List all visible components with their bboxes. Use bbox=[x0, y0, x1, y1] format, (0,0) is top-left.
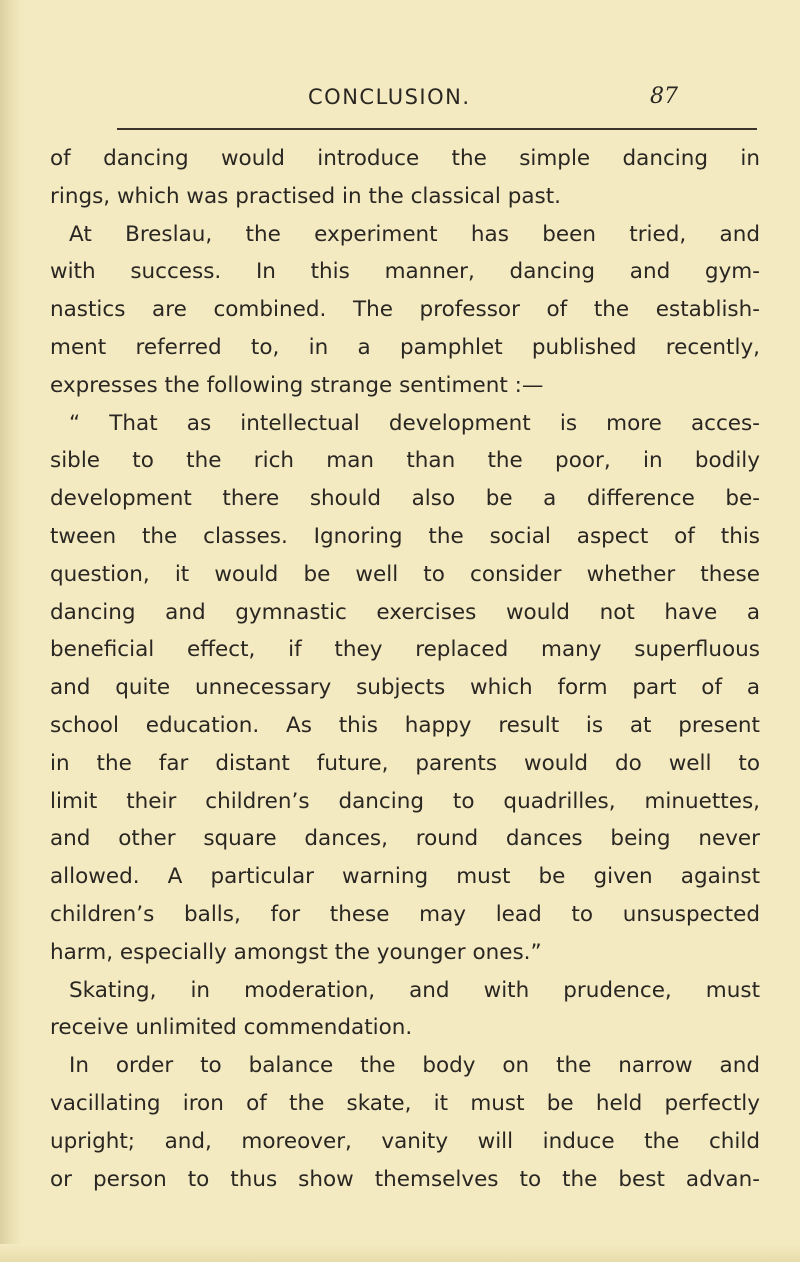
text-line: expresses the following strange sentiment :— bbox=[50, 372, 544, 398]
header-rule bbox=[117, 128, 757, 130]
text-line: allowed. A particular warning must be given against bbox=[50, 864, 760, 890]
text-line: beneficial effect, if they replaced many superfluous bbox=[50, 637, 760, 663]
page-header bbox=[0, 82, 800, 112]
text-line: or person to thus show themselves to the best advan- bbox=[50, 1166, 760, 1192]
body-text bbox=[50, 140, 760, 1198]
text-line: receive unlimited commendation. bbox=[50, 1015, 413, 1041]
page-number: 87 bbox=[650, 84, 678, 109]
text-line: upright; and, moreover, vanity will induce the child bbox=[50, 1128, 760, 1154]
text-line: “ That as intellectual development is more acces- bbox=[69, 410, 760, 436]
text-line: Skating, in moderation, and with prudence, must bbox=[69, 977, 760, 1003]
text-line: At Breslau, the experiment has been tried, and bbox=[69, 221, 760, 247]
text-line: limit their children’s dancing to quadrilles, minuettes, bbox=[50, 788, 760, 814]
text-line: and other square dances, round dances being never bbox=[50, 826, 760, 852]
text-line: In order to balance the body on the narrow and bbox=[69, 1053, 760, 1079]
page-binding-edge bbox=[0, 0, 22, 1262]
text-line: dancing and gymnastic exercises would not have a bbox=[50, 599, 760, 625]
text-line: rings, which was practised in the classical past. bbox=[50, 183, 562, 209]
text-line: and quite unnecessary subjects which form part of a bbox=[50, 675, 760, 701]
text-line: nastics are combined. The professor of the establish- bbox=[50, 297, 760, 323]
text-line: ment referred to, in a pamphlet published recently, bbox=[50, 334, 760, 360]
text-line: sible to the rich man than the poor, in bodily bbox=[50, 448, 760, 474]
text-line: question, it would be well to consider whether these bbox=[50, 561, 760, 587]
text-line: in the far distant future, parents would do well to bbox=[50, 750, 760, 776]
text-line: tween the classes. Ignoring the social aspect of this bbox=[50, 523, 760, 549]
text-line: development there should also be a difference be- bbox=[50, 486, 760, 512]
running-head: CONCLUSION. bbox=[308, 85, 471, 109]
text-line: children’s balls, for these may lead to unsuspected bbox=[50, 901, 760, 927]
page-bottom-edge bbox=[0, 1244, 800, 1262]
text-line: of dancing would introduce the simple dancing in bbox=[50, 146, 760, 171]
text-line: harm, especially amongst the younger ones.” bbox=[50, 939, 542, 965]
text-line: vacillating iron of the skate, it must be held perfectly bbox=[50, 1090, 760, 1116]
text-line: with success. In this manner, dancing and gym- bbox=[50, 259, 760, 285]
text-line: school education. As this happy result is at present bbox=[50, 712, 760, 738]
